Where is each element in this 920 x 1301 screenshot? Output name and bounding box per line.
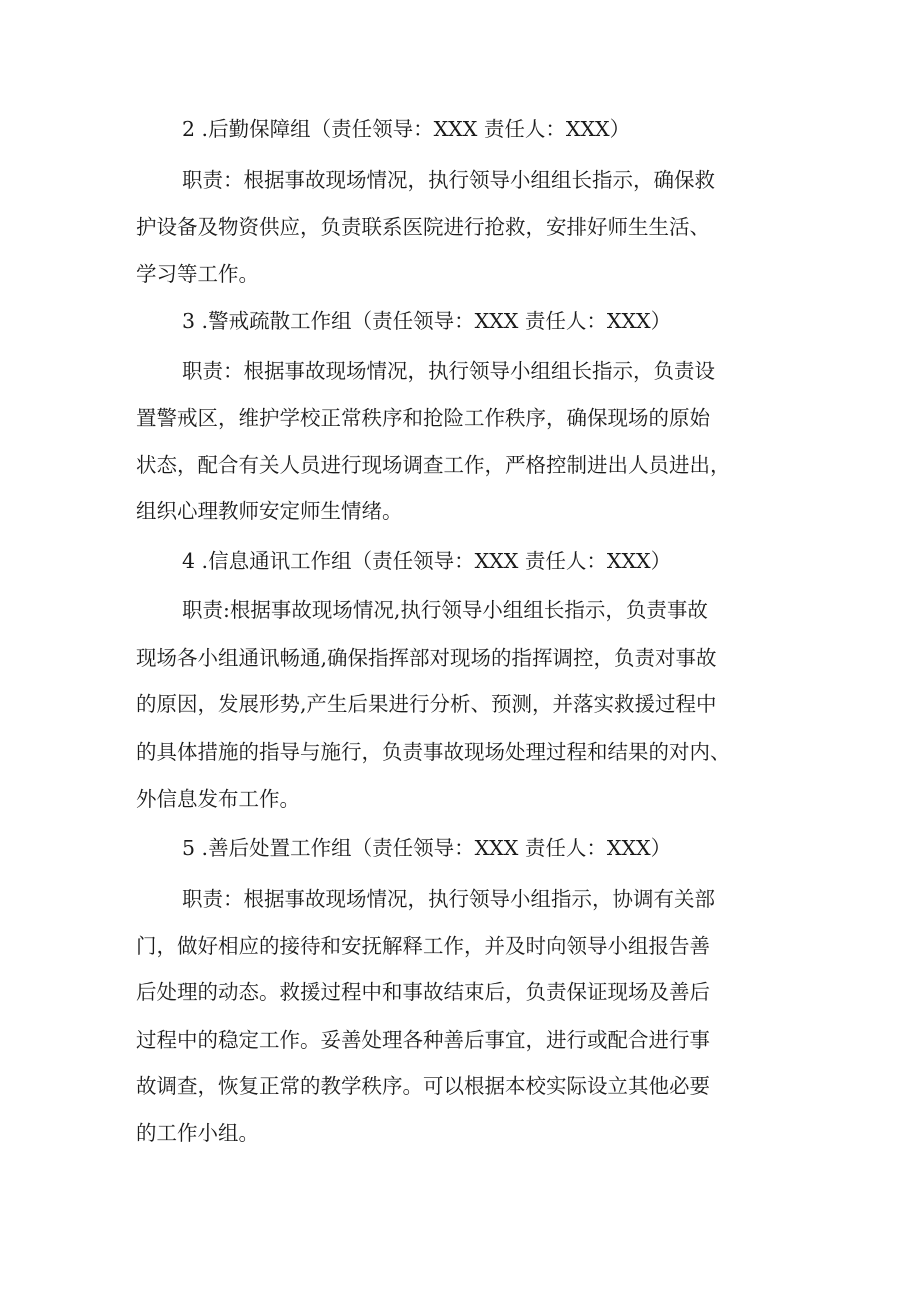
section-heading: 5 .善后处置工作组（责任领导：XXX 责任人：XXX） — [182, 836, 672, 860]
paragraph-line: 职责：根据事故现场情况，执行领导小组组长指示，负责设 — [182, 359, 715, 383]
paragraph-line: 后处理的动态。救援过程中和事故结束后，负责保证现场及善后 — [136, 980, 710, 1004]
paragraph-line: 门，做好相应的接待和安抚解释工作，并及时向领导小组报告善 — [136, 934, 710, 958]
paragraph-line: 现场各小组通讯畅通,确保指挥部对现场的指挥调控，负责对事故 — [136, 646, 717, 670]
paragraph-line: 过程中的稳定工作。妥善处理各种善后事宜，进行或配合进行事 — [136, 1028, 710, 1052]
section-heading: 2 .后勤保障组（责任领导：XXX 责任人：XXX） — [182, 117, 631, 141]
paragraph-line: 组织心理教师安定师生情绪。 — [136, 499, 403, 523]
paragraph-line: 故调查，恢复正常的教学秩序。可以根据本校实际设立其他必要 — [136, 1074, 710, 1098]
paragraph-line: 的原因，发展形势,产生后果进行分析、预测，并落实救援过程中 — [136, 692, 717, 716]
paragraph-line: 的具体措施的指导与施行，负责事故现场处理过程和结果的对内、 — [136, 740, 731, 764]
paragraph-line: 的工作小组。 — [136, 1121, 259, 1145]
paragraph-line: 职责：根据事故现场情况，执行领导小组指示，协调有关部 — [182, 887, 715, 911]
paragraph-line: 职责:根据事故现场情况,执行领导小组组长指示，负责事故 — [182, 598, 708, 622]
paragraph-line: 护设备及物资供应，负责联系医院进行抢救，安排好师生生活、 — [136, 215, 710, 239]
paragraph-line: 职责：根据事故现场情况，执行领导小组组长指示，确保救 — [182, 168, 715, 192]
paragraph-line: 状态，配合有关人员进行现场调查工作，严格控制进出人员进出， — [136, 453, 731, 477]
section-heading: 4 .信息通讯工作组（责任领导：XXX 责任人：XXX） — [182, 549, 672, 573]
paragraph-line: 学习等工作。 — [136, 262, 259, 286]
section-heading: 3 .警戒疏散工作组（责任领导：XXX 责任人：XXX） — [182, 309, 672, 333]
paragraph-line: 外信息发布工作。 — [136, 787, 300, 811]
paragraph-line: 置警戒区，维护学校正常秩序和抢险工作秩序，确保现场的原始 — [136, 406, 710, 430]
